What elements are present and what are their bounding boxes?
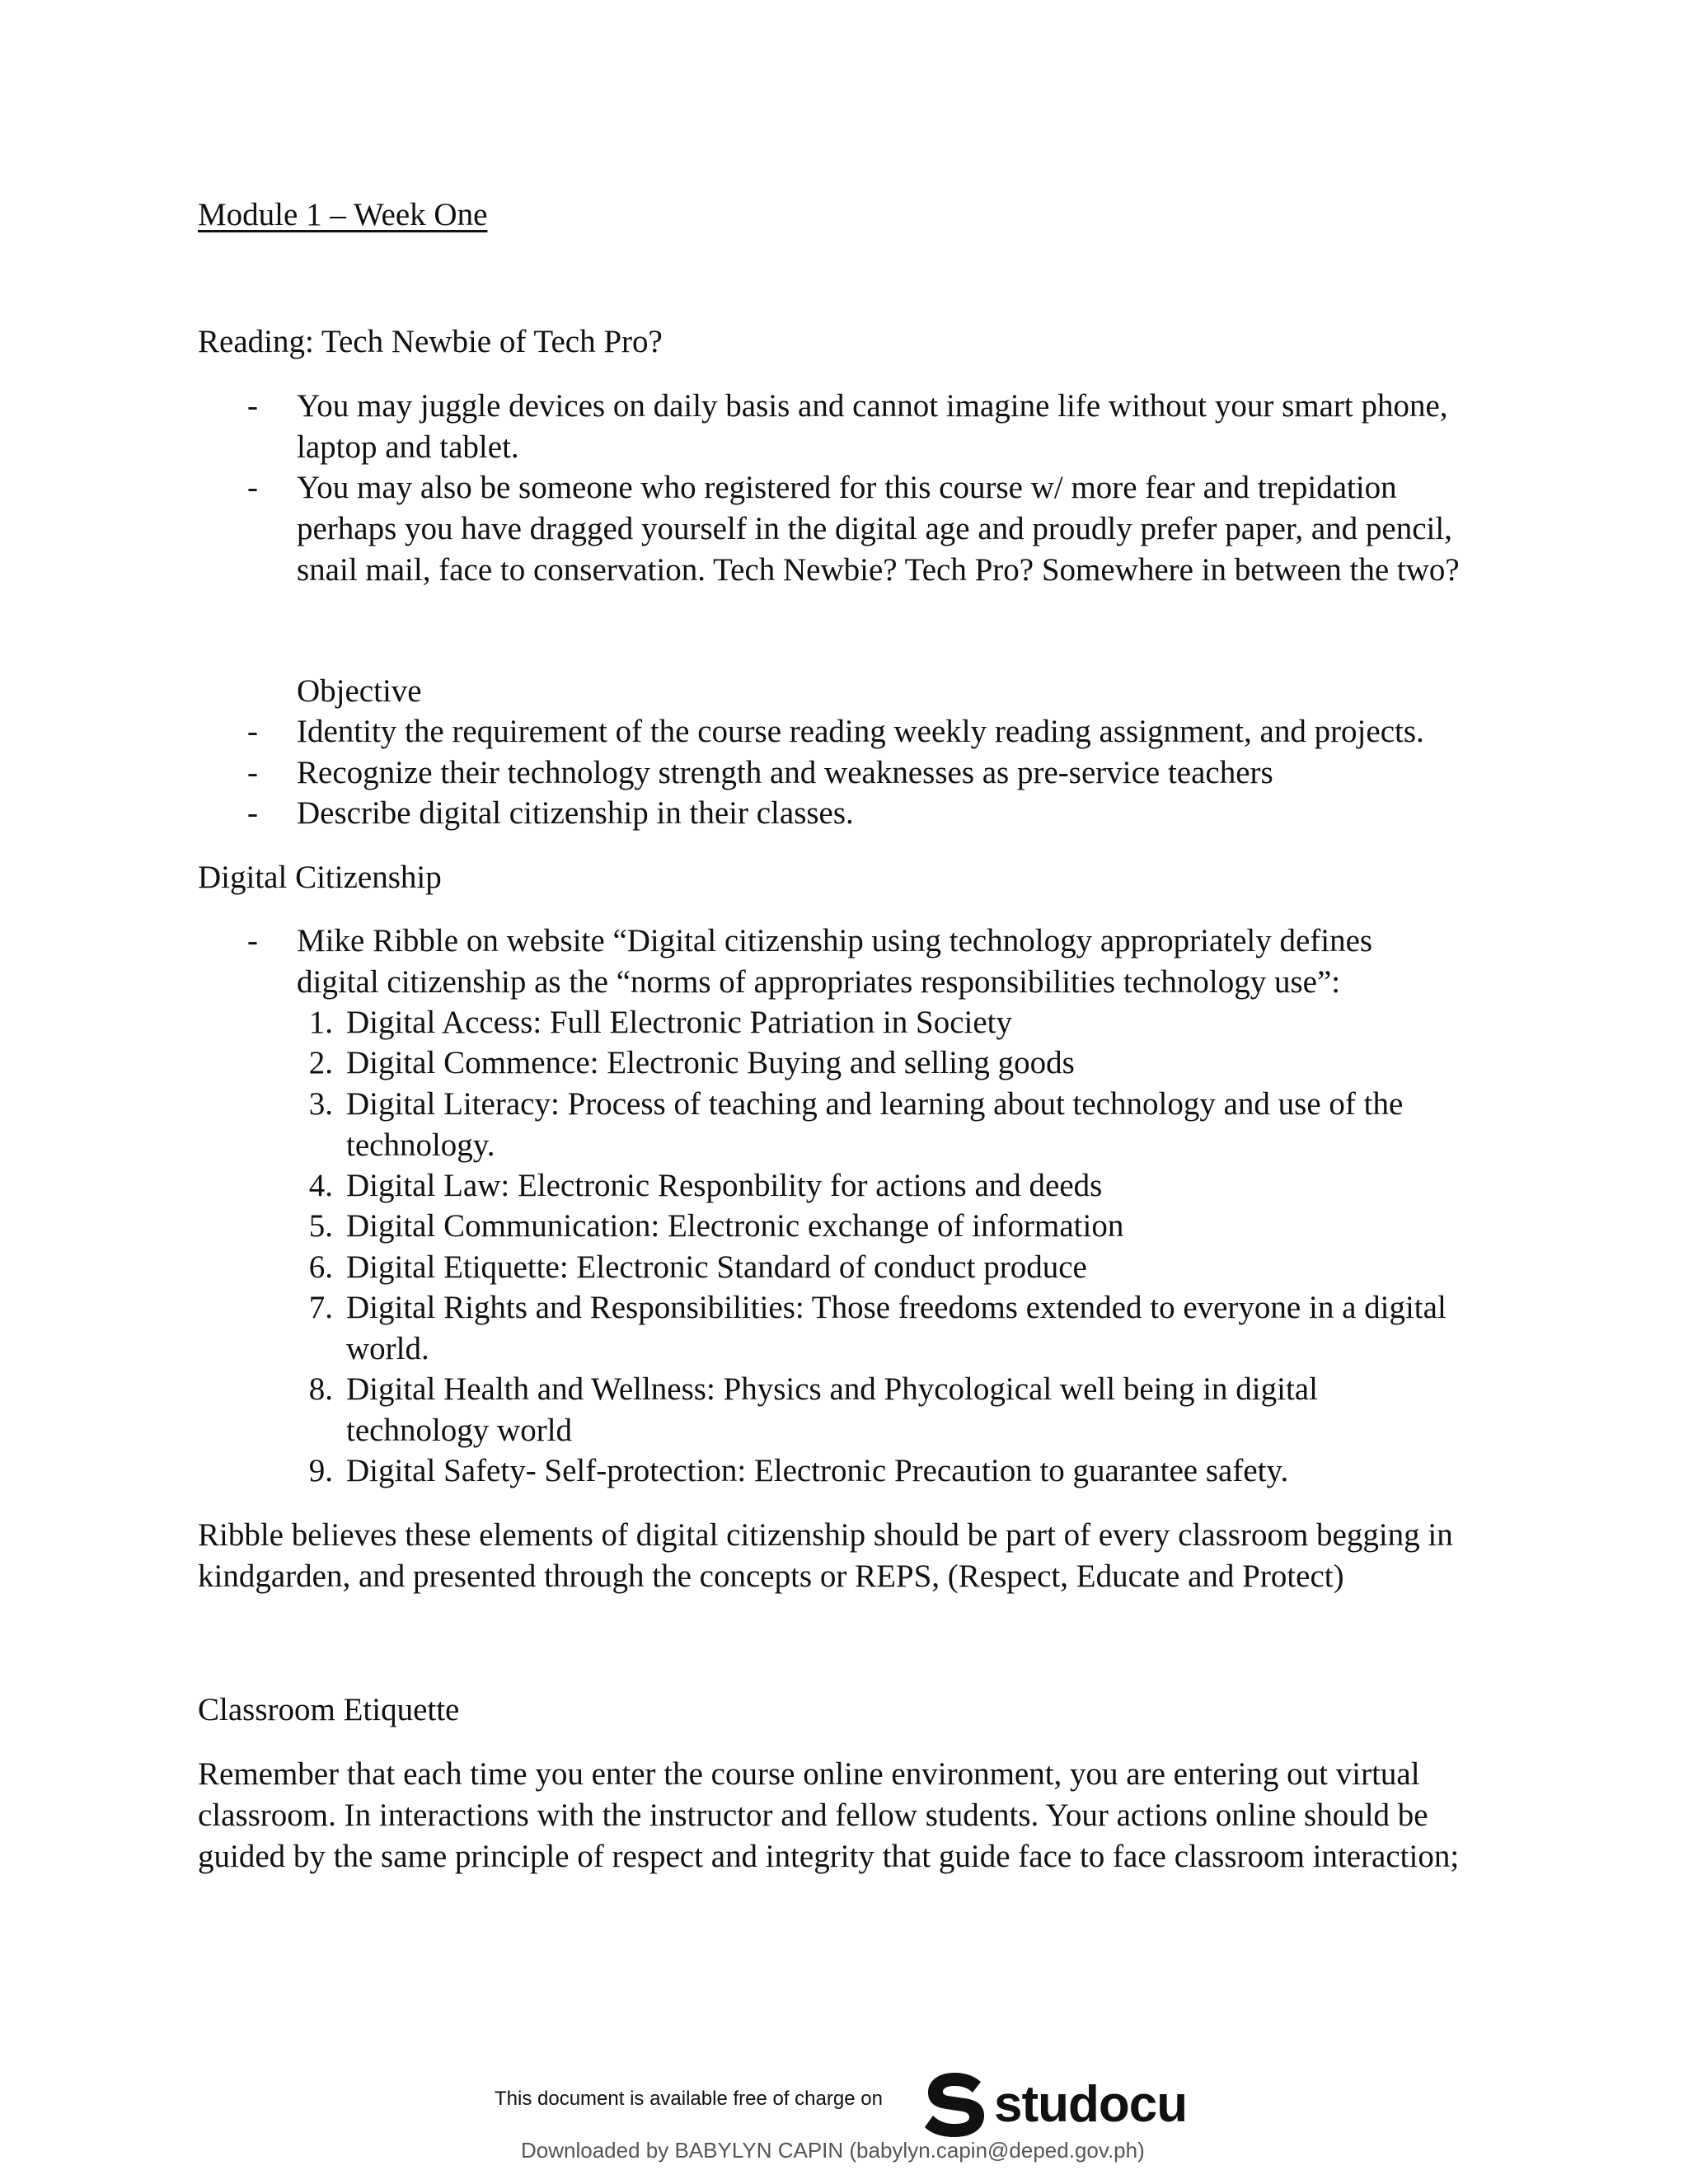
element-item-6 [308, 1247, 1500, 1288]
item-number: 3. [308, 1086, 333, 1122]
item-number: 4. [308, 1168, 333, 1203]
item-text: Digital Commence: Electronic Buying and selling goods [346, 1045, 1075, 1080]
reading-heading: Reading: Tech Newbie of Tech Pro? [198, 324, 663, 359]
studocu-wordmark: studocu [994, 2075, 1188, 2133]
bullet-dash: - [247, 388, 258, 424]
item-text: Digital Health and Wellness: Physics and Phycological well being in digital technology world [346, 1371, 1318, 1448]
ribble-paragraph: Ribble believes these elements of digital citizenship should be part of every classroom begging in kindgarden, and presented through the concepts or REPS, (Respect, Educate and Protect) [198, 1517, 1453, 1594]
footer-download: Downloaded by BABYLYN CAPIN (babylyn.capin@deped.gov.ph) [521, 2138, 1145, 2163]
item-number: 2. [308, 1045, 333, 1080]
element-item-8 [308, 1369, 1426, 1451]
reading-bullet-2 [247, 467, 1500, 591]
etiquette-heading: Classroom Etiquette [198, 1692, 460, 1727]
element-item-5 [308, 1206, 1500, 1247]
bullet-dash: - [247, 923, 258, 958]
element-item-3 [308, 1084, 1467, 1166]
item-text: Digital Access: Full Electronic Patriation in Society [346, 1005, 1013, 1040]
objective-bullet-3 [247, 793, 1533, 834]
bullet-dash: - [247, 470, 258, 505]
element-item-4 [308, 1165, 1500, 1207]
bullet-dash: - [247, 755, 258, 790]
item-text: Digital Etiquette: Electronic Standard of conduct produce [346, 1249, 1087, 1285]
element-item-9 [308, 1451, 1500, 1492]
item-text: Digital Rights and Responsibilities: Those freedoms extended to everyone in a digital world. [346, 1290, 1447, 1366]
ribble-bullet [247, 921, 1459, 1003]
page-title: Module 1 – Week One [198, 197, 488, 232]
item-text: Digital Safety- Self-protection: Electronic Precaution to guarantee safety. [346, 1453, 1289, 1488]
item-number: 8. [308, 1371, 333, 1407]
ribble-bullet-text: Mike Ribble on website “Digital citizenship using technology appropriately defines digital citizenship as the “norms of appropriates responsibilities technology use”: [297, 923, 1373, 1000]
digital-citizenship-heading: Digital Citizenship [198, 860, 442, 895]
reading-bullet-text: You may juggle devices on daily basis and cannot imagine life without your smart phone, laptop and tablet. [297, 388, 1448, 465]
item-text: Digital Literacy: Process of teaching and learning about technology and use of the technology. [346, 1086, 1404, 1163]
bullet-dash: - [247, 714, 258, 749]
bullet-dash: - [247, 795, 258, 831]
element-item-2 [308, 1043, 1500, 1084]
reading-bullet-1 [247, 386, 1500, 468]
studocu-logo-icon [921, 2069, 987, 2139]
element-item-1 [308, 1002, 1500, 1043]
item-number: 9. [308, 1453, 333, 1488]
studocu-logo[interactable] [921, 2067, 1187, 2141]
footer-availability: This document is available free of charge on [495, 2088, 883, 2110]
objective-label: Objective [297, 673, 422, 709]
item-number: 6. [308, 1249, 333, 1285]
item-number: 1. [308, 1005, 333, 1040]
item-number: 7. [308, 1290, 333, 1325]
item-text: Digital Communication: Electronic exchange of information [346, 1208, 1124, 1244]
element-item-7 [308, 1287, 1500, 1370]
objective-bullet-text: Identity the requirement of the course reading weekly reading assignment, and projects. [297, 714, 1424, 749]
objective-bullet-text: Recognize their technology strength and weaknesses as pre-service teachers [297, 755, 1273, 790]
reading-bullet-text: You may also be someone who registered for this course w/ more fear and trepidation perhaps you have dragged yourself in the digital age and proudly prefer paper, and pencil, snail mail, face to conservation. Tech Newbie? Tech Pro? Somewhere in between the two? [297, 470, 1460, 588]
objective-bullet-2 [247, 752, 1533, 794]
etiquette-paragraph: Remember that each time you enter the course online environment, you are entering out virtual classroom. In interactions with the instructor and fellow students. Your actions online should be guided by the same principle of respect and integrity that guide face to face classroom interaction; [198, 1756, 1460, 1874]
item-text: Digital Law: Electronic Responbility for actions and deeds [346, 1168, 1103, 1203]
item-number: 5. [308, 1208, 333, 1244]
objective-bullet-text: Describe digital citizenship in their classes. [297, 795, 854, 831]
objective-bullet-1 [247, 711, 1533, 752]
